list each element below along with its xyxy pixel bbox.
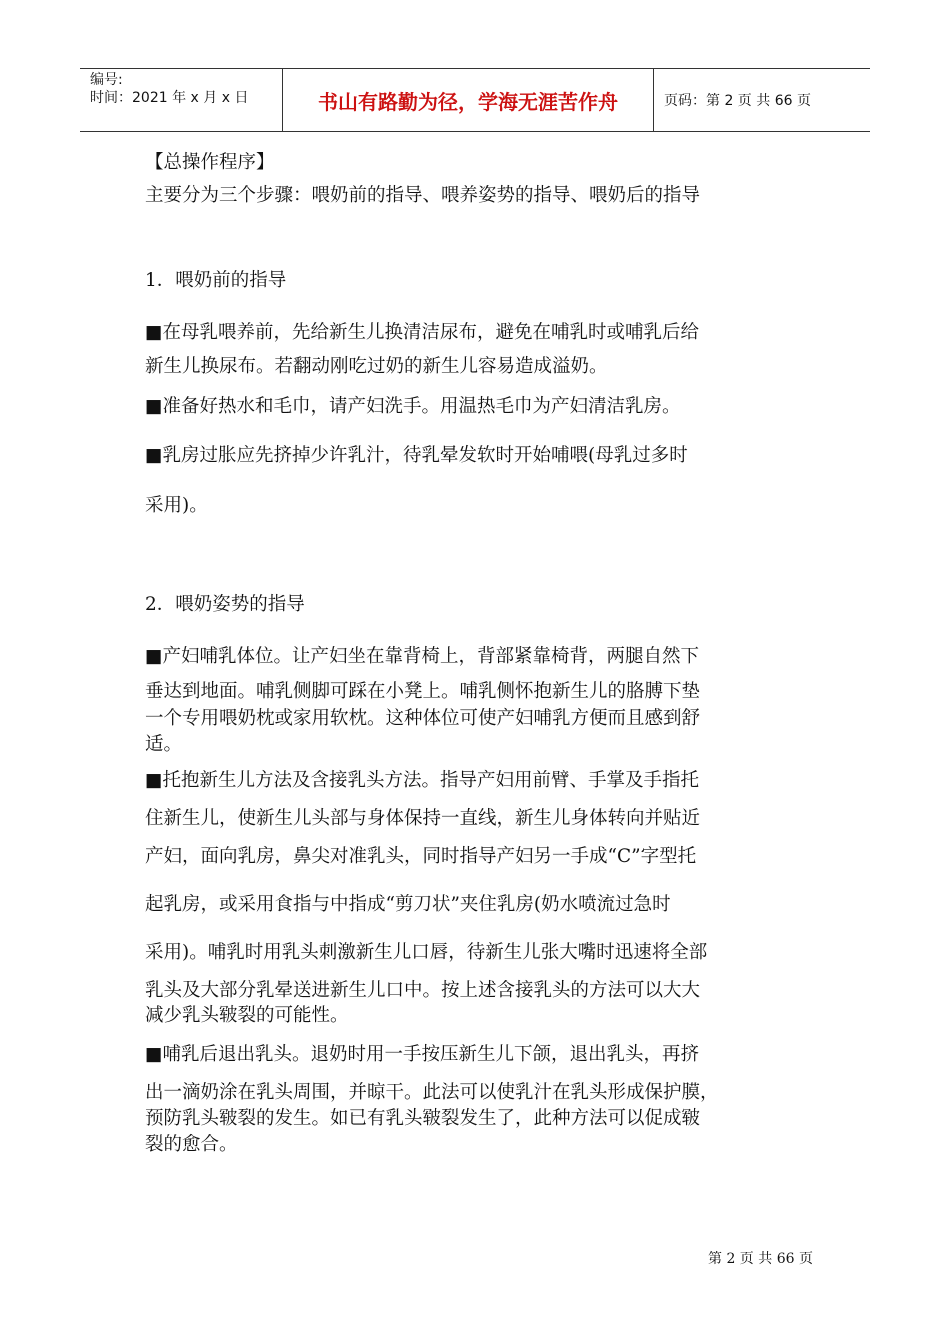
paragraph-line: ■在母乳喂养前，先给新生儿换清洁尿布，避免在哺乳时或哺乳后给 — [145, 322, 699, 343]
paragraph-line: ■准备好热水和毛巾，请产妇洗手。用温热毛巾为产妇清洁乳房。 — [145, 396, 681, 417]
serial-label: 编号: — [90, 72, 123, 88]
page-header — [80, 68, 870, 132]
paragraph-line: 采用)。哺乳时用乳头刺激新生儿口唇，待新生儿张大嘴时迅速将全部 — [145, 942, 708, 963]
paragraph-line: 起乳房，或采用食指与中指成“剪刀状”夹住乳房(奶水喷流过急时 — [145, 894, 671, 915]
step1-heading: 1．喂奶前的指导 — [145, 270, 287, 291]
paragraph-line: 出一滴奶涂在乳头周围，并晾干。此法可以使乳汁在乳头形成保护膜， — [145, 1082, 719, 1103]
section-heading: 【总操作程序】 — [145, 152, 275, 173]
paragraph-line: 产妇，面向乳房，鼻尖对准乳头，同时指导产妇另一手成“C”字型托 — [145, 846, 697, 867]
paragraph-line: 一个专用喂奶枕或家用软枕。这种体位可使产妇哺乳方便而且感到舒 — [145, 708, 701, 729]
header-motto: 书山有路勤为径，学海无涯苦作舟 — [282, 69, 654, 131]
paragraph-line: 裂的愈合。 — [145, 1134, 238, 1155]
paragraph-line: ■乳房过胀应先挤掉少许乳汁，待乳晕发软时开始哺喂(母乳过多时 — [145, 445, 688, 466]
header-meta — [80, 69, 282, 131]
paragraph-line: 垂达到地面。哺乳侧脚可踩在小凳上。哺乳侧怀抱新生儿的胳膊下垫 — [145, 681, 701, 702]
time-label: 时间：2021 年 x 月 x 日 — [90, 90, 249, 106]
paragraph-line: 适。 — [145, 734, 183, 755]
paragraph-line: 预防乳头皲裂的发生。如已有乳头皲裂发生了，此种方法可以促成皲 — [145, 1108, 701, 1129]
paragraph-line: ■产妇哺乳体位。让产妇坐在靠背椅上，背部紧靠椅背，两腿自然下 — [145, 646, 699, 667]
paragraph-line: 新生儿换尿布。若翻动刚吃过奶的新生儿容易造成溢奶。 — [145, 356, 608, 377]
header-page-info: 页码：第 2 页 共 66 页 — [664, 93, 811, 109]
paragraph-line: ■托抱新生儿方法及含接乳头方法。指导产妇用前臂、手掌及手指托 — [145, 770, 699, 791]
paragraph-line: 乳头及大部分乳晕送进新生儿口中。按上述含接乳头的方法可以大大 — [145, 980, 701, 1001]
summary-line: 主要分为三个步骤：喂奶前的指导、喂养姿势的指导、喂奶后的指导 — [145, 185, 701, 206]
paragraph-line: 住新生儿，使新生儿头部与身体保持一直线，新生儿身体转向并贴近 — [145, 808, 701, 829]
paragraph-line: 减少乳头皲裂的可能性。 — [145, 1005, 349, 1026]
paragraph-line: 采用)。 — [145, 495, 208, 516]
paragraph-line: ■哺乳后退出乳头。退奶时用一手按压新生儿下颌，退出乳头，再挤 — [145, 1044, 699, 1065]
page-footer: 第 2 页 共 66 页 — [708, 1251, 813, 1267]
step2-heading: 2．喂奶姿势的指导 — [145, 594, 305, 615]
